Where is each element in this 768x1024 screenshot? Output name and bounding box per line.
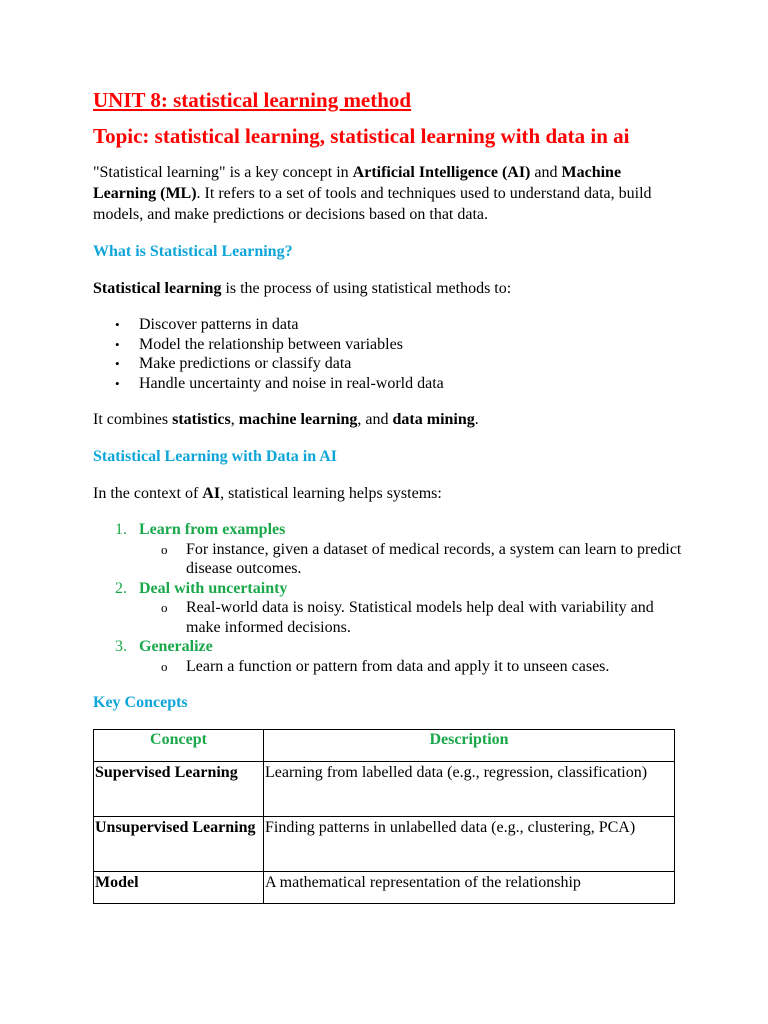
- intro-text-1: "Statistical learning" is a key concept in: [93, 164, 353, 181]
- numbered-item: [93, 637, 683, 676]
- item-title: Deal with uncertainty: [139, 579, 288, 597]
- data-heading: Statistical Learning with Data in AI: [93, 448, 338, 465]
- list-item: • Handle uncertainty and noise in real-world data: [93, 374, 683, 394]
- combines-text-1: It combines: [93, 411, 173, 428]
- table-row: [94, 762, 675, 817]
- numbered-list: [93, 520, 683, 676]
- header-concept: Concept: [94, 730, 264, 762]
- sl-text: is the process of using statistical methods to:: [221, 280, 512, 297]
- description-cell: Learning from labelled data (e.g., regression, classification): [264, 762, 675, 817]
- context-paragraph: [93, 483, 683, 504]
- combines-text-4: .: [474, 411, 479, 428]
- numbered-item: [93, 579, 683, 638]
- intro-bold-ai: Artificial Intelligence (AI): [352, 164, 531, 181]
- item-number: 3.: [115, 638, 127, 655]
- numbered-item: [93, 520, 683, 579]
- sub-item: o Real-world data is noisy. Statistical models help deal with variability and make informed decisions.: [93, 598, 683, 637]
- list-item: • Make predictions or classify data: [93, 354, 683, 374]
- context-bold-ai: AI: [202, 485, 221, 502]
- combines-bold-1: statistics: [172, 411, 231, 428]
- sub-item: o Learn a function or pattern from data and apply it to unseen cases.: [93, 657, 683, 677]
- combines-bold-2: machine learning: [238, 411, 358, 428]
- context-text-2: , statistical learning helps systems:: [220, 485, 442, 502]
- key-concepts-table: [93, 729, 675, 904]
- what-heading: What is Statistical Learning?: [93, 243, 293, 260]
- list-item: • Model the relationship between variables: [93, 335, 683, 355]
- description-cell: Finding patterns in unlabelled data (e.g., clustering, PCA): [264, 817, 675, 872]
- table-row: [94, 817, 675, 872]
- intro-paragraph: [93, 162, 683, 225]
- intro-bold-ml: Machine Learning (ML): [93, 164, 622, 202]
- item-number: 1.: [115, 521, 127, 538]
- item-number: 2.: [115, 579, 127, 597]
- key-concepts-heading: Key Concepts: [93, 694, 188, 711]
- topic-title: Topic: statistical learning, statistical learning with data in ai: [93, 124, 630, 148]
- list-item: • Discover patterns in data: [93, 315, 683, 335]
- context-text-1: In the context of: [93, 485, 203, 502]
- intro-text-2: and: [530, 164, 562, 181]
- table-header-row: [94, 730, 675, 762]
- item-title: Learn from examples: [139, 521, 286, 538]
- combines-text-2: ,: [230, 411, 239, 428]
- header-description: Description: [264, 730, 675, 762]
- combines-paragraph: [93, 409, 683, 430]
- description-cell: A mathematical representation of the relationship: [264, 872, 675, 904]
- concept-cell: Supervised Learning: [94, 762, 264, 817]
- unit-title: UNIT 8: statistical learning method: [93, 88, 412, 112]
- intro-text-3: . It refers to a set of tools and techniques used to understand data, build models, and make predictions or decisions based on that data.: [93, 185, 652, 223]
- bullet-list: [93, 315, 683, 393]
- item-title: Generalize: [139, 638, 213, 655]
- document-page: [93, 86, 683, 904]
- table-row: [94, 872, 675, 904]
- sub-item: o For instance, given a dataset of medical records, a system can learn to predict disease outcomes.: [93, 540, 683, 579]
- concept-cell: Model: [94, 872, 264, 904]
- combines-text-3: , and: [357, 411, 393, 428]
- sl-bold: Statistical learning: [93, 280, 222, 297]
- sl-paragraph: [93, 278, 683, 299]
- combines-bold-3: data mining: [392, 411, 475, 428]
- concept-cell: Unsupervised Learning: [94, 817, 264, 872]
